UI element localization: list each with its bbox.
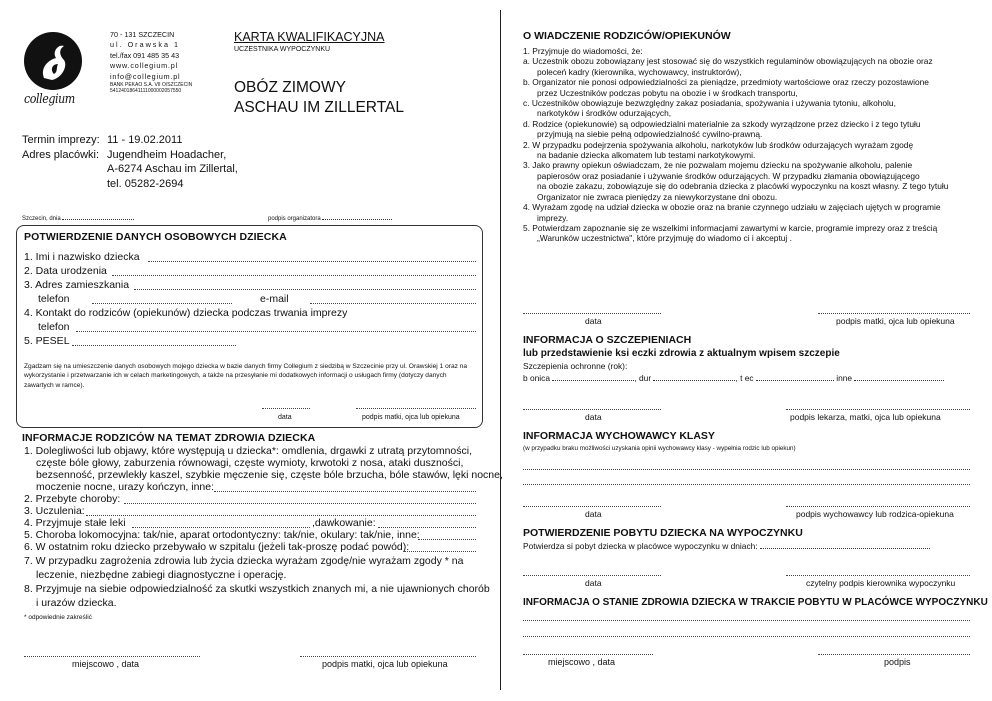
state-place-line[interactable] (523, 654, 653, 655)
organizer-signature-label: podpis organizatora (268, 212, 392, 224)
field-contact-label: 4. Kontakt do rodziców (opiekunów) dziecka podczas trwania imprezy (24, 307, 348, 319)
health-header: INFORMACJE RODZICÓW NA TEMAT ZDROWIA DZIECKA (22, 432, 316, 444)
health-diseases-line[interactable] (124, 503, 476, 504)
personal-date-label: data (278, 414, 292, 421)
state-signature-line[interactable] (818, 654, 970, 655)
field-address-label: 3. Adres zamieszkania (24, 279, 130, 291)
health-motion-line[interactable] (418, 539, 476, 540)
field-phone2-line[interactable] (76, 331, 476, 332)
stay-signature-line[interactable] (786, 575, 970, 576)
health-item-8: 8. Przyjmuje na siebie odpowiedzialność za skutki wszystkich znanych mi, a nie ujawnionych chorób (24, 583, 490, 595)
stay-line: Potwierdza si pobyt dziecka w placówce wypoczynku w dniach: (523, 541, 930, 551)
personal-signature-label: podpis matki, ojca lub opiekuna (362, 414, 460, 421)
city-date-label: Szczecin, dnia (22, 212, 134, 224)
vacc-list: b onica , dur , t ec inne (523, 373, 944, 383)
health-dosage-line[interactable] (378, 527, 476, 528)
field-phone-label: telefon (38, 293, 70, 305)
field-birthdate-label: 2. Data urodzenia (24, 265, 107, 277)
teacher-line-1[interactable] (523, 469, 970, 470)
field-pesel-label: 5. PESEL (24, 335, 70, 347)
page-divider (500, 10, 501, 690)
field-email-line[interactable] (310, 303, 476, 304)
health-item-3: 3. Uczulenia: (24, 505, 85, 517)
health-item-5: 5. Choroba lokomocyjna: tak/nie, aparat ortodontyczny: tak/nie, okulary: tak/nie, inne: (24, 529, 420, 541)
health-allergies-line[interactable] (86, 515, 476, 516)
field-birthdate-line[interactable] (112, 275, 476, 276)
teacher-line-2[interactable] (523, 484, 970, 485)
collegium-logo (22, 30, 84, 122)
field-email-label: e-mail (260, 293, 289, 305)
personal-date-line[interactable] (262, 408, 310, 409)
stay-header: POTWIERDZENIE POBYTU DZIECKA NA WYPOCZYNKU (523, 527, 803, 539)
event-info: Termin imprezy: 11 - 19.02.2011 Adres placówki: Jugendheim Hoadacher, A-6274 Aschau im Zillertal, tel. 05282-2694 (22, 134, 238, 190)
health-item-1: 1. Dolegliwości lub objawy, które występują u dziecka*: omdlenia, drgawki z utratą przytomności, (24, 445, 473, 457)
vacc-subheader: lub przedstawienie ksi eczki zdrowia z aktualnym wpisem szczepie (523, 348, 840, 359)
form-subtitle: UCZESTNIKA WYPOCZYNKU (234, 46, 331, 53)
state-header: INFORMACJA O STANIE ZDROWIA DZIECKA W TRAKCIE POBYTU W PLACÓWCE WYPOCZYNKU (523, 597, 988, 608)
field-name-label: 1. Imi i nazwisko dziecka (24, 251, 140, 263)
teacher-date-line[interactable] (523, 506, 661, 507)
consent-text: Zgadzam się na umieszczenie danych osobowych mojego dziecka w bazie danych firmy Collegium z siedzibą w Szczecinie przy ul. Orawskiej 1 oraz na wykorzystanie i przetwarzanie ich w celach marketingowych, a także na przesyłanie mi dodatkowych informacji o usługach firmy (dotyczy danych zawartych w ramce). (24, 363, 468, 389)
health-item-6: 6. W ostatnim roku dziecko przebywało w szpitalu (jeżeli tak-proszę podać powód): (24, 541, 410, 553)
personal-data-header: POTWIERDZENIE DANYCH OSOBOWYCH DZIECKA (24, 231, 287, 243)
parents-statement: 1. Przyjmuje do wiadomości, że: a. Uczestnik obozu zobowiązany jest stosować się do wszystkich regulaminów obowiązujących na obozie oraz poleceń kadry (kierownika, wychowawcy, instruktorów), b. Organizator nie ponosi odpowiedzialności za pieniądze, przedmioty wartościowe oraz rzeczy pozostawione przez Uczestników podczas pobytu na obozie i w środkach transportu, c. Uczestników obowiązuje bezwzględny zakaz posiadania, spożywania i używania tytoniu, alkoholu, narkotyków i środków odurzających, d. Rodzice (opiekunowie) są odpowiedzialni materialnie za szkody wyrządzone przez dziecko i z tego tytułu przyjmują na siebie pełną odpowiedzialność cywilno-prawną. 2. W przypadku podejrzenia spożywania alkoholu, narkotyków lub środków odurzających wyrażam zgodę na badanie dziecka alkomatem lub testami narkotykowymi. 3. Jako prawny opiekun oświadczam, że nie pozwalam mojemu dziecku na spożywanie alkoholu, palenie papierosów oraz posiadanie i używanie środków odurzających. W przypadku złamania obowiązującego na obozie zakazu, zobowiązuje się do odebrania dziecka z placówki wypoczynku na koszt własny. Z tego tytułu Organizator nie zwraca pieniędzy za niewykorzystane dni obozu. 4. Wyrażam zgodę na udział dziecka w obozie oraz na branie czynnego udziału w zajęciach ujętych w programie imprezy. 5. Potwierdzam zapoznanie się ze wszelkimi informacjami zawartymi w karcie, programie imprezy oraz z treścią „Warunków uczestnictwa", które przyjmuję do wiadomo ci i akceptuj . (523, 46, 949, 244)
health-item-4: 4. Przyjmuje stałe leki (24, 517, 126, 529)
stay-date-line[interactable] (523, 575, 661, 576)
vacc-years-label: Szczepienia ochronne (rok): (523, 361, 628, 371)
personal-signature-line[interactable] (356, 408, 476, 409)
state-line-1[interactable] (523, 620, 970, 621)
health-other-line[interactable] (214, 491, 476, 492)
camp-title: OBÓZ ZIMOWY ASCHAU IM ZILLERTAL (234, 79, 404, 116)
field-phone-line[interactable] (92, 303, 232, 304)
field-pesel-line[interactable] (72, 345, 236, 346)
health-item-7: 7. W przypadku zagrożenia zdrowia lub życia dziecka wyrażam zgodę/nie wyrażam zgody * na (24, 555, 464, 567)
parents-date-line[interactable] (523, 313, 661, 314)
vacc-date-line[interactable] (523, 409, 661, 410)
company-address: 70 - 131 SZCZECIN ul. Orawska 1 tel./fax 091 485 35 43 www.collegium.pl info@collegium.pl BANK PEKAO S.A. VII O/SZCZECIN 54124018641111000002057550 (110, 30, 193, 95)
health-hospital-line[interactable] (404, 551, 476, 552)
field-address-line[interactable] (134, 289, 476, 290)
teacher-header: INFORMACJA WYCHOWAWCY KLASY (523, 430, 715, 442)
teacher-subheader: (w przypadku braku możliwości uzyskania opinii wychowawcy klasy - wypełnia rodzic lub opiekun) (523, 445, 796, 452)
form-title: KARTA KWALIFIKACYJNA (234, 30, 385, 44)
parents-header: O WIADCZENIE RODZICÓW/OPIEKUNÓW (523, 30, 731, 42)
health-meds-line[interactable] (132, 527, 310, 528)
field-phone2-label: telefon (38, 321, 70, 333)
state-line-2[interactable] (523, 636, 970, 637)
health-item-2: 2. Przebyte choroby: (24, 493, 121, 505)
footnote: * odpowiednie zakreślić (24, 614, 92, 621)
vacc-signature-line[interactable] (786, 409, 970, 410)
health-signature-line[interactable] (300, 656, 476, 657)
vacc-header: INFORMACJA O SZCZEPIENIACH (523, 334, 692, 346)
field-name-line[interactable] (148, 261, 476, 262)
logo-text: collegium (24, 92, 75, 107)
teacher-signature-line[interactable] (786, 506, 970, 507)
parents-signature-line[interactable] (818, 313, 970, 314)
health-place-line[interactable] (24, 656, 200, 657)
